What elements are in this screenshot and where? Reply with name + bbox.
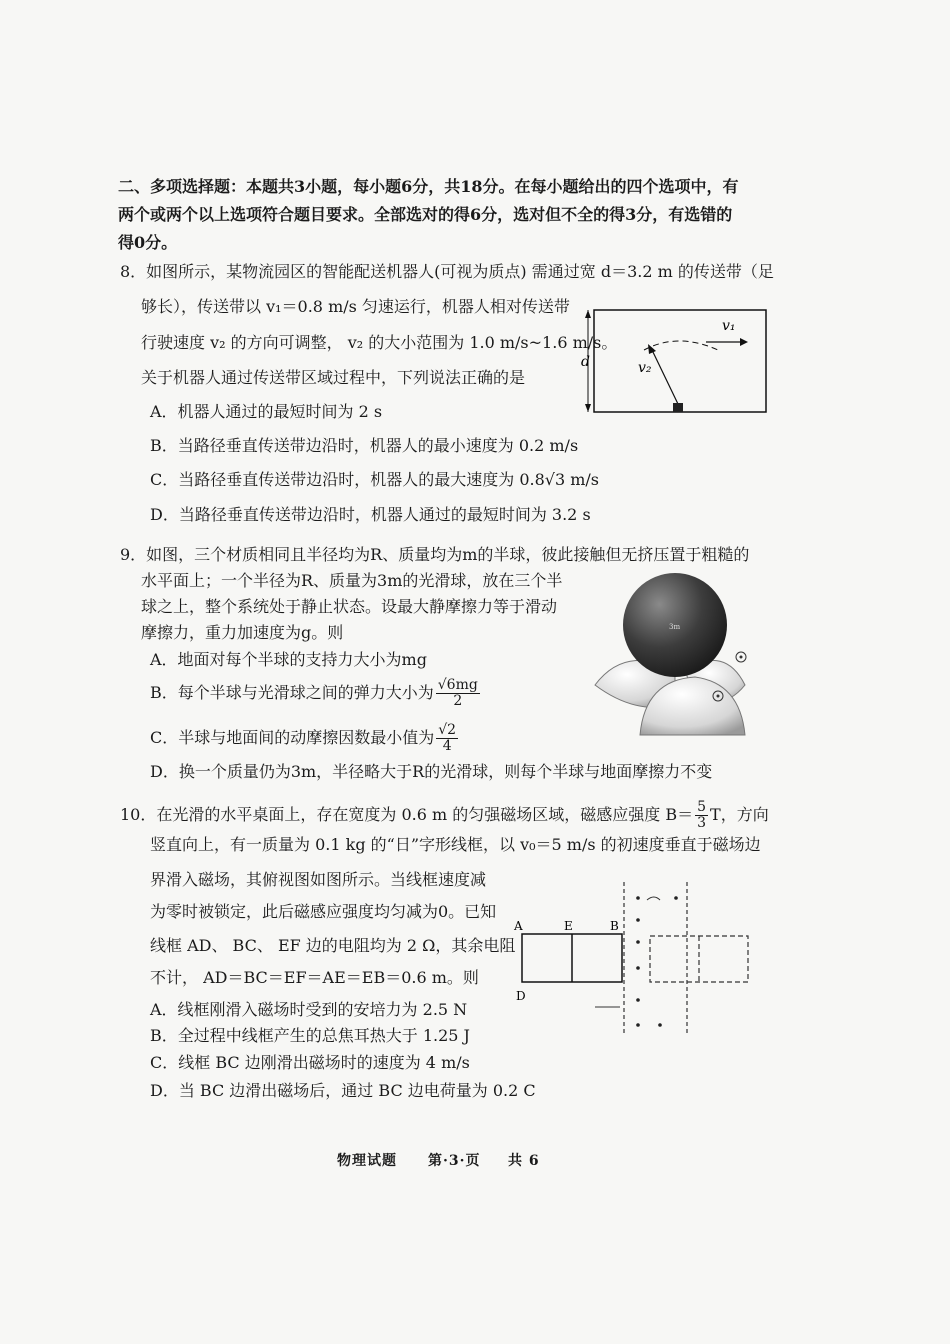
q10-option-a: A．线框刚滑入磁场时受到的安培力为 2.5 N	[150, 1000, 468, 1019]
fraction-numerator: √2	[438, 722, 457, 738]
q8-option-c: C．当路径垂直传送带边沿时，机器人的最大速度为 0.8√3 m/s	[150, 470, 600, 489]
fraction-denominator: 2	[453, 693, 463, 709]
q9-stem-line2: 水平面上；一个半径为R、质量为3m的光滑球，放在三个半	[141, 571, 563, 590]
center-dot-icon	[717, 695, 720, 698]
q8-stem-line4: 关于机器人通过传送带区域过程中，下列说法正确的是	[141, 368, 526, 387]
q9-option-c	[150, 723, 460, 754]
q8-conveyor-figure	[578, 300, 770, 420]
q10-stem-line1-text: 10．在光滑的水平桌面上，存在宽度为 0.6 m 的匀强磁场区域，磁感应强度 B＝	[120, 805, 694, 824]
fraction-numerator: 5	[697, 799, 707, 815]
q8-option-a: A．机器人通过的最短时间为 2 s	[150, 402, 383, 421]
q8-stem-line1: 8．如图所示，某物流园区的智能配送机器人(可视为质点) 需通过宽 d＝3.2 m 的传送带（足	[120, 262, 774, 281]
q9-option-a: A．地面对每个半球的支持力大小为mg	[150, 650, 427, 669]
q10-b-fraction	[695, 800, 708, 831]
label-b: B	[610, 919, 619, 933]
q10-stem-line1-tail: T，方向	[710, 805, 769, 824]
conveyor-belt-outline	[594, 310, 766, 412]
q9-option-b-fraction	[436, 678, 480, 709]
section-header-line3: 得0分。	[118, 233, 178, 252]
q8-stem-line3: 行驶速度 v₂ 的方向可调整， v₂ 的大小范围为 1.0 m/s~1.6 m/s。	[141, 333, 618, 352]
q9-option-c-fraction	[436, 723, 458, 754]
footer-page-number: 第·3·页	[428, 1153, 481, 1169]
q8-stem-line2: 够长），传送带以 v₁＝0.8 m/s 匀速运行，机器人相对传送带	[141, 297, 570, 316]
center-dot-icon	[740, 656, 743, 659]
fraction-denominator: 3	[697, 815, 707, 831]
label-a: A	[514, 919, 523, 933]
q9-option-b-text: B．每个半球与光滑球之间的弹力大小为	[150, 683, 434, 702]
section-header-line1: 二、多项选择题：本题共3小题，每小题6分，共18分。在每小题给出的四个选项中，有	[118, 177, 739, 196]
dimension-arrow-down-icon	[585, 404, 591, 412]
q10-frame-figure	[510, 880, 760, 1040]
fraction-denominator: 4	[442, 738, 452, 754]
q10-stem-line1	[120, 800, 769, 831]
q10-stem-line3: 界滑入磁场，其俯视图如图所示。当线框速度减	[150, 870, 487, 889]
q9-stem-line4: 摩擦力，重力加速度为g。则	[141, 623, 344, 642]
section-header-line2: 两个或两个以上选项符合题目要求。全部选对的得6分，选对但不全的得3分，有选错的	[118, 205, 733, 224]
v2-arrow	[652, 350, 678, 404]
d-label: d	[581, 354, 590, 370]
q8-option-b: B．当路径垂直传送带边沿时，机器人的最小速度为 0.2 m/s	[150, 436, 579, 455]
q10-option-c: C．线框 BC 边刚滑出磁场时的速度为 4 m/s	[150, 1053, 470, 1072]
label-d: D	[516, 989, 526, 1003]
dimension-arrow-up-icon	[585, 310, 591, 318]
magnetic-field-dots	[636, 896, 678, 1027]
ball-mass-label: 3m	[669, 623, 681, 631]
q9-spheres-figure	[585, 565, 755, 755]
q10-stem-line4: 为零时被锁定，此后磁感应强度均匀减为0。已知	[150, 902, 497, 921]
q8-option-d: D．当路径垂直传送带边沿时，机器人通过的最短时间为 3.2 s	[150, 505, 591, 524]
q10-stem-line5: 线框 AD、 BC、 EF 边的电阻均为 2 Ω，其余电阻	[150, 936, 516, 955]
q10-option-b: B．全过程中线框产生的总焦耳热大于 1.25 J	[150, 1026, 470, 1045]
q9-stem-line3: 球之上，整个系统处于静止状态。设最大静摩擦力等于滑动	[141, 597, 558, 616]
wire-frame-final-dashed	[650, 936, 748, 982]
v2-label: v₂	[638, 360, 652, 376]
v1-arrowhead-icon	[740, 338, 748, 346]
fraction-numerator: √6mg	[437, 677, 478, 693]
q9-option-d: D．换一个质量仍为3m，半径略大于R的光滑球，则每个半球与地面摩擦力不变	[150, 762, 713, 781]
q9-option-c-text: C．半球与地面间的动摩擦因数最小值为	[150, 728, 435, 747]
v1-label: v₁	[722, 318, 736, 334]
q10-stem-line6: 不计， AD＝BC＝EF＝AE＝EB＝0.6 m。则	[150, 968, 479, 987]
q10-option-d: D．当 BC 边滑出磁场后，通过 BC 边电荷量为 0.2 C	[150, 1081, 536, 1100]
footer-subject: 物理试题	[337, 1153, 397, 1169]
footer-total-pages: 共 6	[508, 1153, 540, 1169]
q9-stem-line1: 9．如图，三个材质相同且半径均为R、质量均为m的半球，彼此接触但无挤压置于粗糙的	[120, 545, 750, 564]
field-mark	[647, 897, 660, 900]
label-e: E	[564, 919, 573, 933]
robot-block	[673, 403, 683, 412]
q10-stem-line2: 竖直向上，有一质量为 0.1 kg 的“日”字形线框，以 v₀＝5 m/s 的初速度垂直于磁场边	[150, 835, 761, 854]
q9-option-b	[150, 678, 482, 709]
